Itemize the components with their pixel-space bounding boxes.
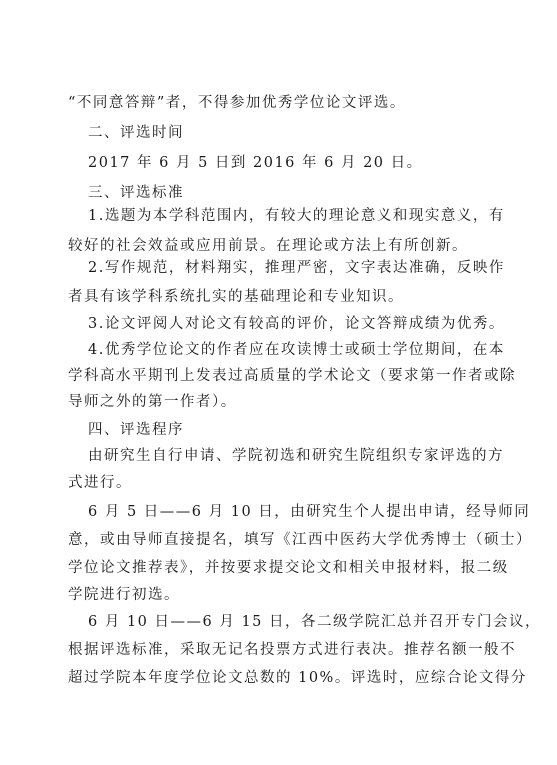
section-heading-evaluation-time: 二、评选时间 bbox=[88, 125, 184, 141]
text-line-8: 者具有该学科系统扎实的基础理论和专业知识。 bbox=[68, 289, 404, 305]
text-line-20: 6 月 10 日——6 月 15 日，各二级学院汇总并召开专门会议， bbox=[88, 614, 542, 630]
text-line-5: 1.选题为本学科范围内，有较大的理论意义和现实意义，有 bbox=[88, 208, 505, 224]
text-line-17: 意，或由导师直接提名，填写《江西中医药大学优秀博士（硕士） bbox=[68, 532, 532, 548]
text-line-19: 学院进行初选。 bbox=[68, 587, 180, 603]
text-line-6: 较好的社会效益或应用前景。在理论或方法上有所创新。 bbox=[68, 238, 468, 254]
text-line-18: 学位论文推荐表》，并按要求提交论文和相关申报材料，报二级 bbox=[68, 560, 509, 576]
section-heading-evaluation-procedure: 四、评选程序 bbox=[88, 422, 184, 438]
text-line-7: 2.写作规范，材料翔实，推理严密，文字表达准确，反映作 bbox=[88, 260, 505, 276]
section-heading-evaluation-criteria: 三、评选标准 bbox=[88, 185, 184, 201]
text-line-16: 6 月 5 日——6 月 10 日，由研究生个人提出申请，经导师同 bbox=[88, 504, 531, 520]
text-line-1: “不同意答辩”者，不得参加优秀学位论文评选。 bbox=[68, 95, 406, 111]
text-line-3: 2017 年 6 月 5 日到 2016 年 6 月 20 日。 bbox=[88, 155, 423, 171]
text-line-12: 导师之外的第一作者）。 bbox=[68, 394, 237, 410]
text-line-10: 4.优秀学位论文的作者应在攻读博士或硕士学位期间，在本 bbox=[88, 342, 505, 358]
text-line-11: 学科高水平期刊上发表过高质量的学术论文（要求第一作者或除 bbox=[68, 368, 516, 384]
text-line-15: 式进行。 bbox=[68, 475, 132, 491]
text-line-21: 根据评选标准，采取无记名投票方式进行表决。推荐名额一般不 bbox=[68, 642, 516, 658]
text-line-9: 3.论文评阅人对论文有较高的评价，论文答辩成绩为优秀。 bbox=[88, 316, 505, 332]
text-line-22: 超过学院本年度学位论文总数的 10%。评选时，应综合论文得分 bbox=[68, 670, 527, 686]
text-line-14: 由研究生自行申请、学院初选和研究生院组织专家评选的方 bbox=[88, 448, 504, 464]
